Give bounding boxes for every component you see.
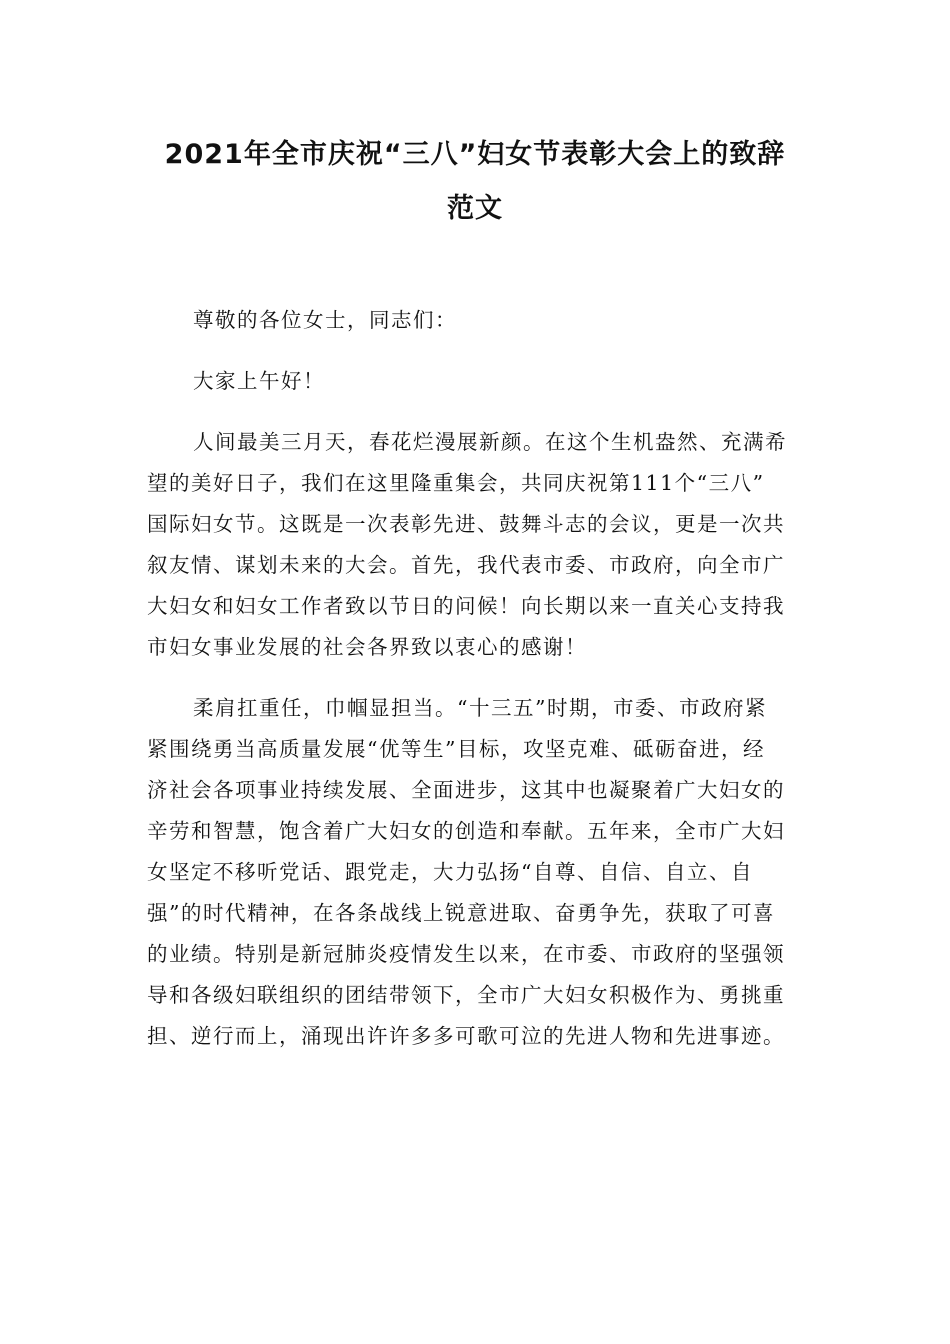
body-paragraph [147,688,807,1057]
text-line: 强”的时代精神，在各条战线上锐意进取、奋勇争先，获取了可喜 [147,901,775,925]
text-line: 国际妇女节。这既是一次表彰先进、鼓舞斗志的会议，更是一次共 [147,512,785,536]
text-line: 叙友情、谋划未来的大会。首先，我代表市委、市政府，向全市广 [147,553,785,577]
text-line: 女坚定不移听党话、跟党走，大力弘扬“自尊、自信、自立、自 [147,860,753,884]
text-line: 柔肩扛重任，巾帼显担当。“十三五”时期，市委、市政府紧 [193,696,767,720]
text-line: 尊敬的各位女士，同志们： [193,308,457,332]
text-line: 人间最美三月天，春花烂漫展新颜。在这个生机盎然、充满希 [193,430,787,454]
title-line: 2021年全市庆祝“三八”妇女节表彰大会上的致辞 [164,139,786,170]
greeting-paragraph [147,361,807,402]
text-line: 导和各级妇联组织的团结带领下，全市广大妇女积极作为、勇挑重 [147,983,785,1007]
salutation-paragraph [147,300,807,341]
document-title [140,128,810,236]
text-line: 望的美好日子，我们在这里隆重集会，共同庆祝第111个“三八” [147,471,765,495]
text-line: 紧围绕勇当高质量发展“优等生”目标，攻坚克难、砥砺奋进，经 [147,737,765,761]
text-line: 市妇女事业发展的社会各界致以衷心的感谢！ [147,635,587,659]
text-line: 担、逆行而上，涌现出许许多多可歌可泣的先进人物和先进事迹。 [147,1024,785,1048]
text-line: 大家上午好！ [193,369,325,393]
text-line: 大妇女和妇女工作者致以节日的问候！向长期以来一直关心支持我 [147,594,785,618]
body-paragraph [147,422,807,668]
title-line: 范文 [447,193,503,224]
text-line: 辛劳和智慧，饱含着广大妇女的创造和奉献。五年来，全市广大妇 [147,819,785,843]
text-line: 的业绩。特别是新冠肺炎疫情发生以来，在市委、市政府的坚强领 [147,942,785,966]
text-line: 济社会各项事业持续发展、全面进步，这其中也凝聚着广大妇女的 [147,778,785,802]
document-body [147,300,807,1077]
